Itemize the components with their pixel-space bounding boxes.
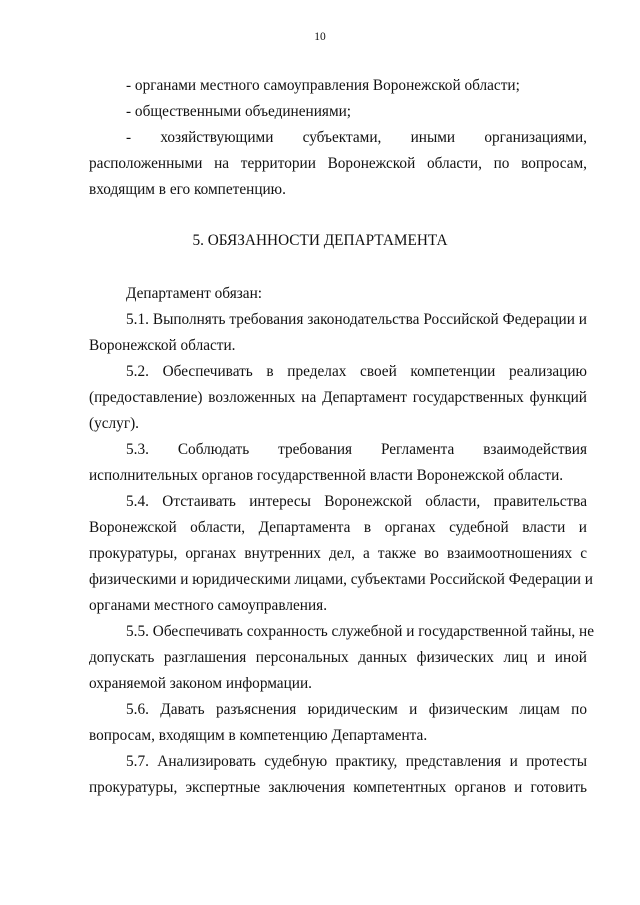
text-line: (услуг). xyxy=(89,415,140,432)
text-line: 5.7. Анализировать судебную практику, представления и протесты xyxy=(126,753,587,770)
page-number: 10 xyxy=(314,31,326,43)
text-line: исполнительных органов государственной власти Воронежской области. xyxy=(89,467,564,484)
text-line: расположенными на территории Воронежской области, по вопросам, xyxy=(89,155,587,172)
text-line: 5.2. Обеспечивать в пределах своей компетенции реализацию xyxy=(126,363,587,380)
text-line: 5.5. Обеспечивать сохранность служебной и государственной тайны, не xyxy=(126,623,594,640)
text-line: вопросам, входящим в компетенцию Департамента. xyxy=(89,727,428,744)
text-line: входящим в его компетенцию. xyxy=(89,181,286,198)
text-line: прокуратуры, экспертные заключения компетентных органов и готовить xyxy=(89,779,587,796)
text-line: 5.6. Давать разъяснения юридическим и физическим лицам по xyxy=(126,701,587,718)
text-line: (предоставление) возложенных на Департамент государственных функций xyxy=(89,389,587,406)
text-line: допускать разглашения персональных данных физических лиц и иной xyxy=(89,649,587,666)
text-line: Департамент обязан: xyxy=(126,285,263,302)
text-line: 5.3. Соблюдать требования Регламента взаимодействия xyxy=(126,441,587,458)
text-line: Воронежской области. xyxy=(89,337,236,354)
text-line: - хозяйствующими субъектами, иными организациями, xyxy=(126,129,587,146)
text-line: Воронежской области, Департамента в органах судебной власти и xyxy=(89,519,587,536)
text-line: прокуратуры, органах внутренних дел, а также во взаимоотношениях с xyxy=(89,545,587,562)
text-line: охраняемой законом информации. xyxy=(89,675,312,692)
section-heading: 5. ОБЯЗАННОСТИ ДЕПАРТАМЕНТА xyxy=(192,232,448,249)
text-line: - общественными объединениями; xyxy=(126,103,352,120)
text-line: органами местного самоуправления. xyxy=(89,597,328,614)
text-line: 5.1. Выполнять требования законодательства Российской Федерации и xyxy=(126,311,587,328)
text-line: 5.4. Отстаивать интересы Воронежской области, правительства xyxy=(126,493,587,510)
text-line: - органами местного самоуправления Воронежской области; xyxy=(126,77,520,94)
text-line: физическими и юридическими лицами, субъектами Российской Федерации и xyxy=(89,571,593,588)
